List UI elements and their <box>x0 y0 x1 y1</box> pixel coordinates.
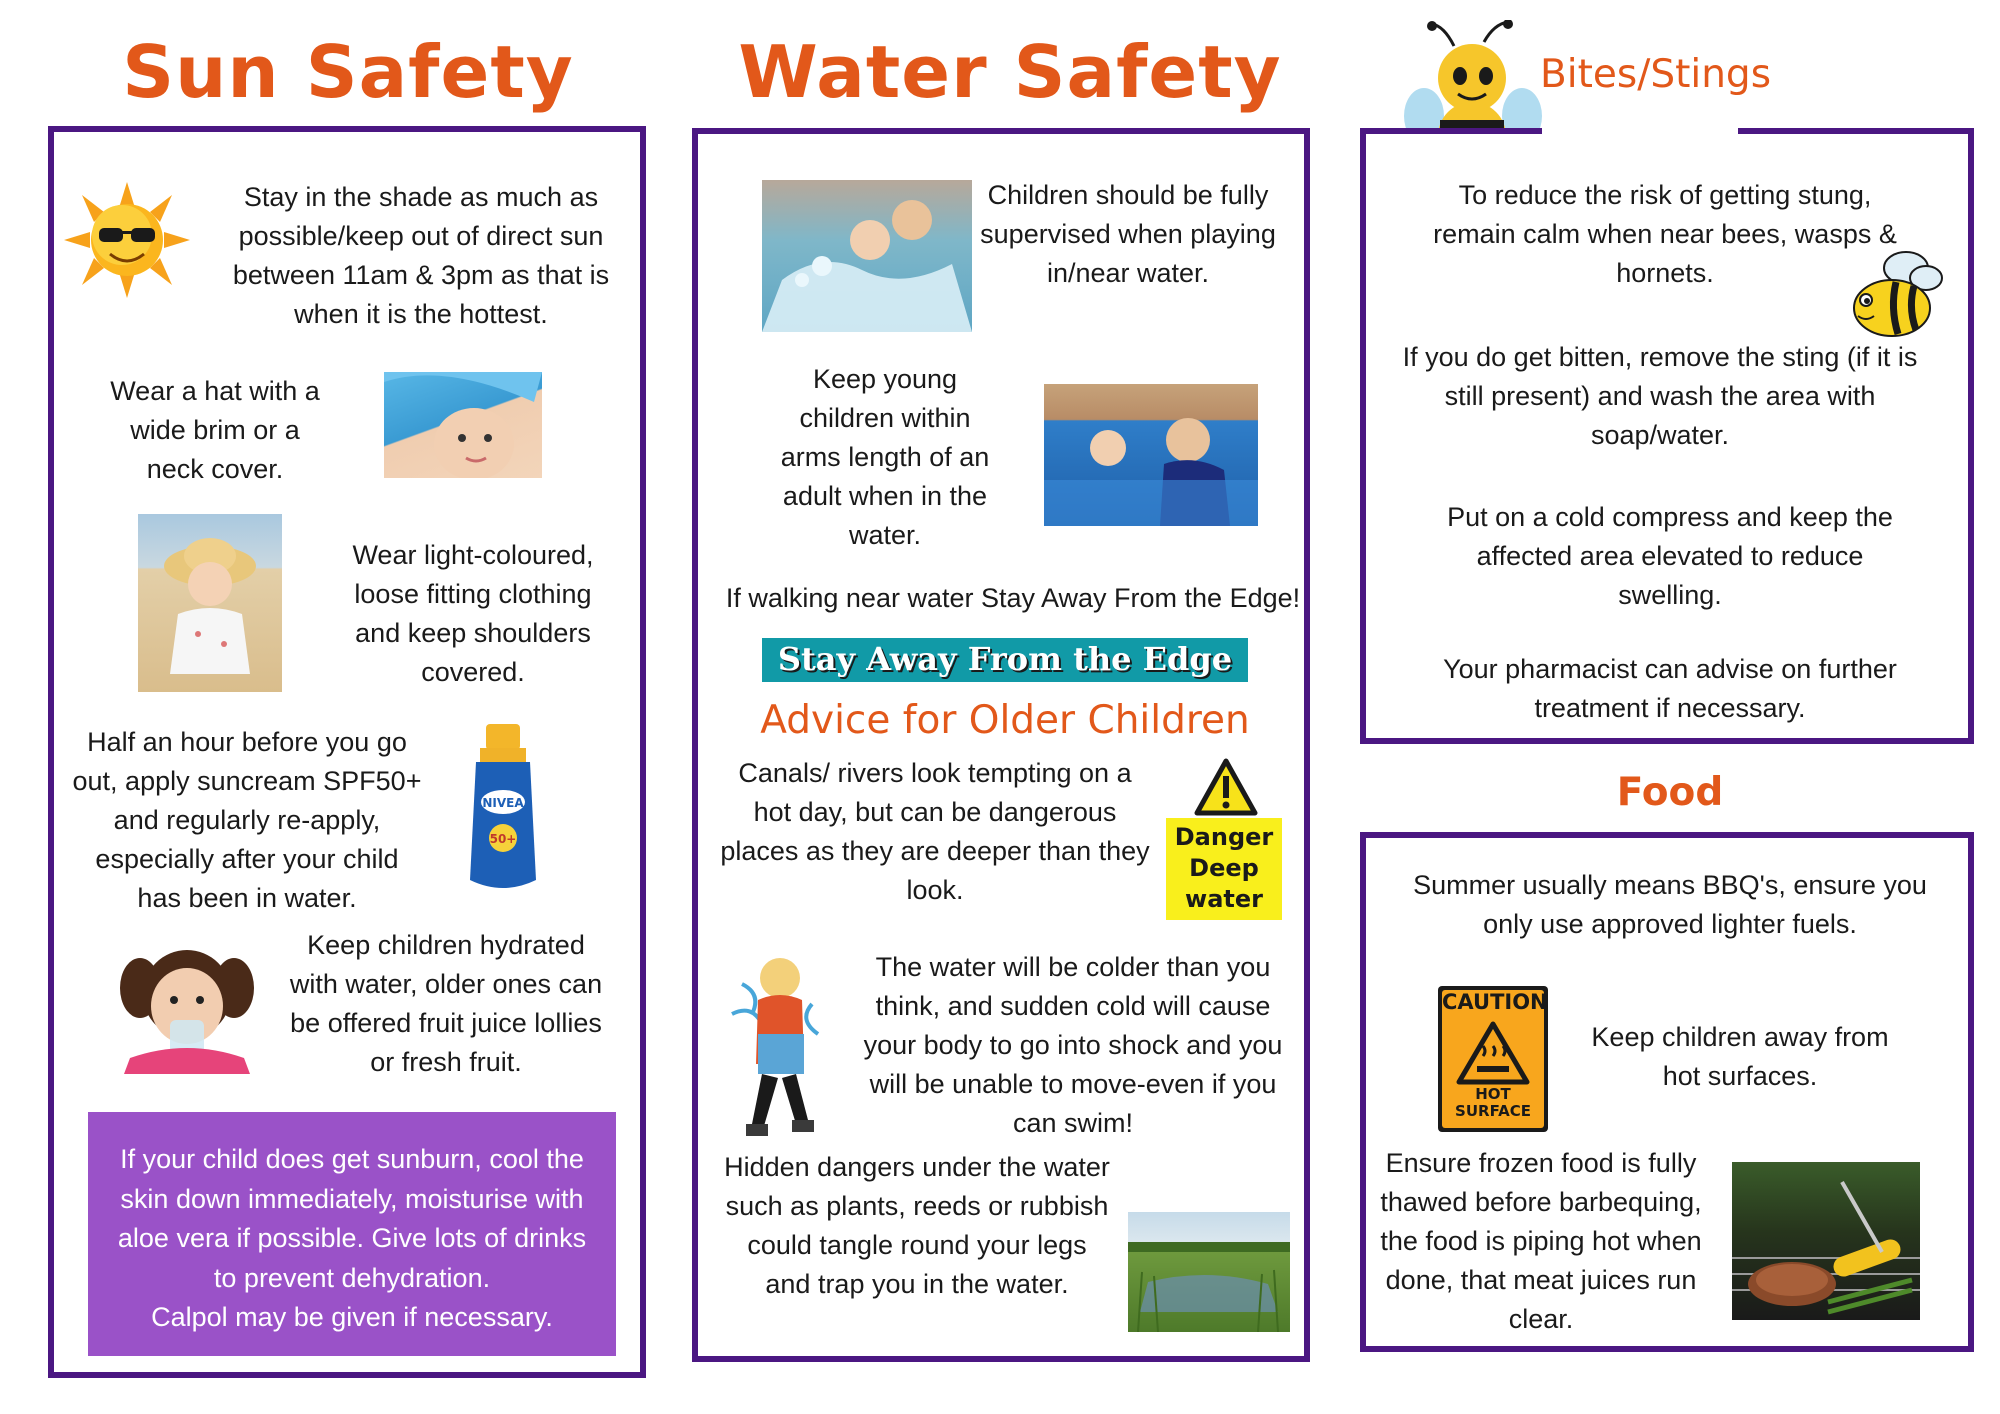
older-tip-canals: Canals/ rivers look tempting on a hot day, but can be dangerous places as they are deeper than they look. <box>720 758 1150 905</box>
bites-stings-title: Bites/Stings <box>1540 52 1772 97</box>
sunburn-advice-box <box>88 1112 616 1356</box>
adult-baby-swimming-photo <box>1044 384 1258 526</box>
calpol-advice-text: Calpol may be given if necessary. <box>151 1302 553 1332</box>
sun-safety-title: Sun Safety <box>122 30 574 114</box>
sun-tip-hydrated: Keep children hydrated with water, older ones can be offered fruit juice lollies or fresh fruit. <box>289 930 603 1077</box>
caution-text: CAUTION <box>1442 990 1548 1014</box>
girl-drinking-water-photo <box>100 938 274 1074</box>
panel-border-gap <box>1542 118 1738 138</box>
water-safety-title: Water Safety <box>738 30 1282 114</box>
stay-away-banner-text: Stay Away From the Edge <box>777 640 1233 678</box>
hot-surface-icon <box>1455 1020 1531 1086</box>
food-tip-hot-surfaces: Keep children away from hot surfaces. <box>1591 1022 1889 1091</box>
danger-deep-water-text: Danger Deep water <box>1174 823 1274 913</box>
sunburn-advice-text: If your child does get sunburn, cool the skin down immediately, moisturise with aloe vera if possible. Give lots of drinks to prevent dehydration. <box>117 1144 587 1293</box>
sun-tip-shade: Stay in the shade as much as possible/keep out of direct sun between 11am & 3pm as that is when it is the hottest. <box>232 182 610 329</box>
suncream-bottle-icon <box>440 720 600 896</box>
sun-tip-suncream: Half an hour before you go out, apply suncream SPF50+ and regularly re-apply, especially after your child has been in water. <box>72 727 422 913</box>
baby-sunhat-photo <box>384 372 542 478</box>
sun-sunglasses-icon <box>62 180 192 300</box>
danger-deep-water-sign <box>1166 758 1282 920</box>
older-tip-cold-water: The water will be colder than you think, and sudden cold will cause your body to go into shock and you will be unable to move-even if you can swim! <box>863 952 1283 1138</box>
sun-tip-clothing: Wear light-coloured, loose fitting clothing and keep shoulders covered. <box>352 540 594 687</box>
child-splashing-pool-photo <box>762 180 972 332</box>
bee-small-icon <box>1836 244 1946 344</box>
river-reeds-photo <box>1128 1212 1290 1332</box>
svg-text:NIVEA: NIVEA <box>482 796 524 810</box>
water-tip-away-from-edge: If walking near water Stay Away From the Edge! <box>725 583 1301 613</box>
sun-tip-hat: Wear a hat with a wide brim or a neck cover. <box>110 376 320 484</box>
caution-hot-surface-sign <box>1438 986 1548 1132</box>
hot-surface-text: HOT SURFACE <box>1455 1085 1531 1120</box>
water-tip-arms-length: Keep young children within arms length of an adult when in the water. <box>780 364 990 550</box>
water-tip-supervised: Children should be fully supervised when playing in/near water. <box>980 180 1276 288</box>
person-cold-shock-icon <box>722 944 834 1150</box>
bites-tip-stay-calm: To reduce the risk of getting stung, remain calm when near bees, wasps & hornets. <box>1433 180 1897 288</box>
stay-away-banner <box>762 638 1248 682</box>
bites-tip-remove-sting: If you do get bitten, remove the sting (if it is still present) and wash the area with soap/water. <box>1402 342 1918 450</box>
barbecue-food-photo <box>1732 1162 1920 1320</box>
older-tip-hidden-dangers: Hidden dangers under the water such as plants, reeds or rubbish could tangle round your legs and trap you in the water. <box>724 1152 1110 1299</box>
svg-text:50+: 50+ <box>489 832 517 846</box>
child-beach-hat-photo <box>138 514 282 692</box>
older-children-title: Advice for Older Children <box>760 698 1250 743</box>
food-tip-lighter-fuels: Summer usually means BBQ's, ensure you only use approved lighter fuels. <box>1413 870 1927 939</box>
food-title: Food <box>1616 770 1724 815</box>
bites-tip-cold-compress: Put on a cold compress and keep the affected area elevated to reduce swelling. <box>1447 502 1893 610</box>
food-tip-frozen-food: Ensure frozen food is fully thawed before barbequing, the food is piping hot when done, that meat juices run clear. <box>1380 1148 1702 1334</box>
warning-triangle-icon <box>1194 758 1258 816</box>
bites-tip-pharmacist: Your pharmacist can advise on further treatment if necessary. <box>1443 654 1897 723</box>
